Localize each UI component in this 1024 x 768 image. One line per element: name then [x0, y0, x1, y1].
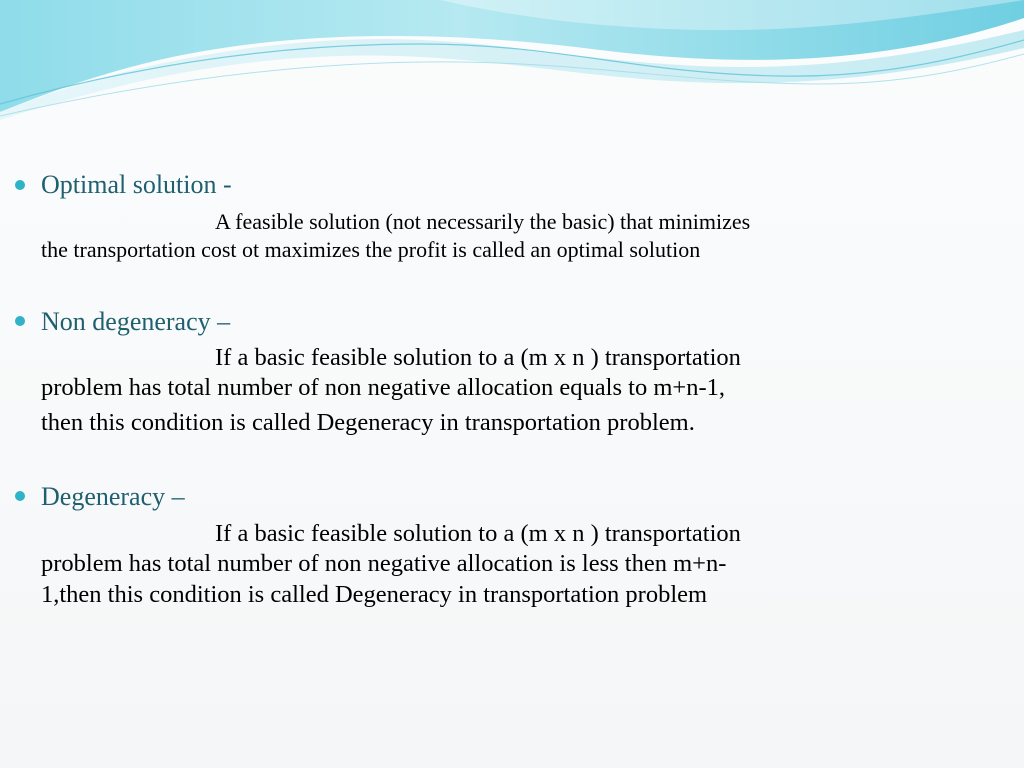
section-text-line: A feasible solution (not necessarily the basic) that minimizes	[215, 209, 751, 234]
section-text-line: then this condition is called Degeneracy in transportation problem.	[41, 409, 695, 436]
section-text-line: If a basic feasible solution to a (m x n ) transportation	[215, 520, 741, 547]
bullet-icon	[15, 316, 25, 326]
bullet-icon	[15, 180, 25, 190]
section-heading-non-degeneracy: Non degeneracy –	[41, 307, 231, 336]
bullet-icon	[15, 491, 25, 501]
section-text-line: the transportation cost ot maximizes the profit is called an optimal solution	[41, 237, 701, 262]
section-heading-degeneracy: Degeneracy –	[41, 482, 185, 511]
section-text-line: 1,then this condition is called Degeneracy in transportation problem	[41, 581, 708, 608]
section-text-line: If a basic feasible solution to a (m x n ) transportation	[215, 344, 741, 371]
section-text-line: problem has total number of non negative allocation is less then m+n-	[41, 550, 727, 577]
section-text-line: problem has total number of non negative allocation equals to m+n-1,	[41, 374, 725, 401]
section-heading-optimal-solution: Optimal solution -	[41, 170, 232, 199]
